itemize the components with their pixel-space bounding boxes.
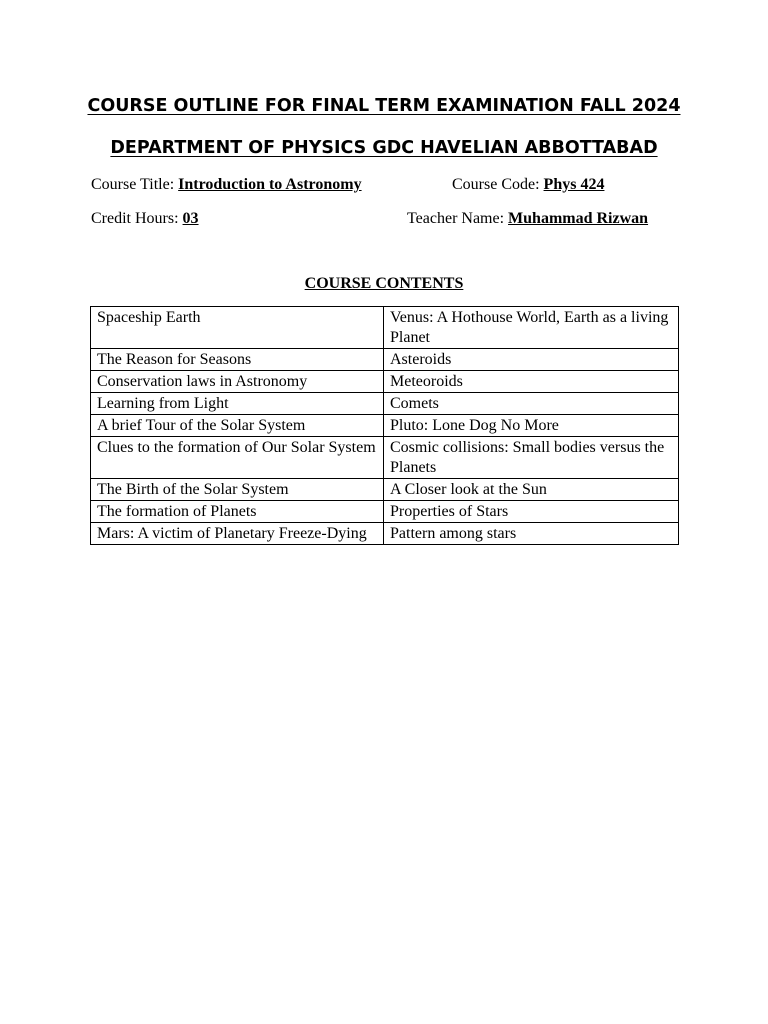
table-cell: Learning from Light <box>91 393 384 415</box>
department-title: DEPARTMENT OF PHYSICS GDC HAVELIAN ABBOTTABAD <box>110 138 658 158</box>
table-row <box>91 437 679 479</box>
table-cell: The Reason for Seasons <box>91 349 384 371</box>
teacher-name-value: Muhammad Rizwan <box>508 210 649 227</box>
teacher-name-label: Teacher Name: <box>407 210 509 227</box>
course-title-label: Course Title: <box>91 176 179 193</box>
course-contents-table <box>90 306 679 545</box>
table-row <box>91 307 679 349</box>
table-cell: Venus: A Hothouse World, Earth as a living Planet <box>384 307 679 349</box>
course-code-value: Phys 424 <box>543 176 605 193</box>
table-row <box>91 393 679 415</box>
table-cell: Conservation laws in Astronomy <box>91 371 384 393</box>
credit-hours-field <box>91 210 199 228</box>
table-cell: Clues to the formation of Our Solar System <box>91 437 384 479</box>
course-code-label: Course Code: <box>452 176 544 193</box>
table-row <box>91 371 679 393</box>
table-cell: Mars: A victim of Planetary Freeze-Dying <box>91 523 384 545</box>
table-cell: Pattern among stars <box>384 523 679 545</box>
table-cell: A brief Tour of the Solar System <box>91 415 384 437</box>
table-cell: The Birth of the Solar System <box>91 479 384 501</box>
course-code-field <box>452 176 604 194</box>
course-title-field <box>91 176 362 194</box>
teacher-name-field <box>407 210 648 228</box>
credit-hours-label: Credit Hours: <box>91 210 183 227</box>
table-cell: Meteoroids <box>384 371 679 393</box>
table-cell: A Closer look at the Sun <box>384 479 679 501</box>
table-row <box>91 523 679 545</box>
exam-title: COURSE OUTLINE FOR FINAL TERM EXAMINATION FALL 2024 <box>87 96 681 116</box>
table-cell: Comets <box>384 393 679 415</box>
table-row <box>91 349 679 371</box>
table-row <box>91 415 679 437</box>
table-cell: The formation of Planets <box>91 501 384 523</box>
table-row <box>91 501 679 523</box>
table-cell: Pluto: Lone Dog No More <box>384 415 679 437</box>
table-cell: Asteroids <box>384 349 679 371</box>
credit-hours-value: 03 <box>182 210 199 227</box>
table-row <box>91 479 679 501</box>
course-title-value: Introduction to Astronomy <box>178 176 362 193</box>
table-cell: Cosmic collisions: Small bodies versus the Planets <box>384 437 679 479</box>
table-cell: Properties of Stars <box>384 501 679 523</box>
table-cell: Spaceship Earth <box>91 307 384 349</box>
course-contents-heading: COURSE CONTENTS <box>304 275 464 292</box>
